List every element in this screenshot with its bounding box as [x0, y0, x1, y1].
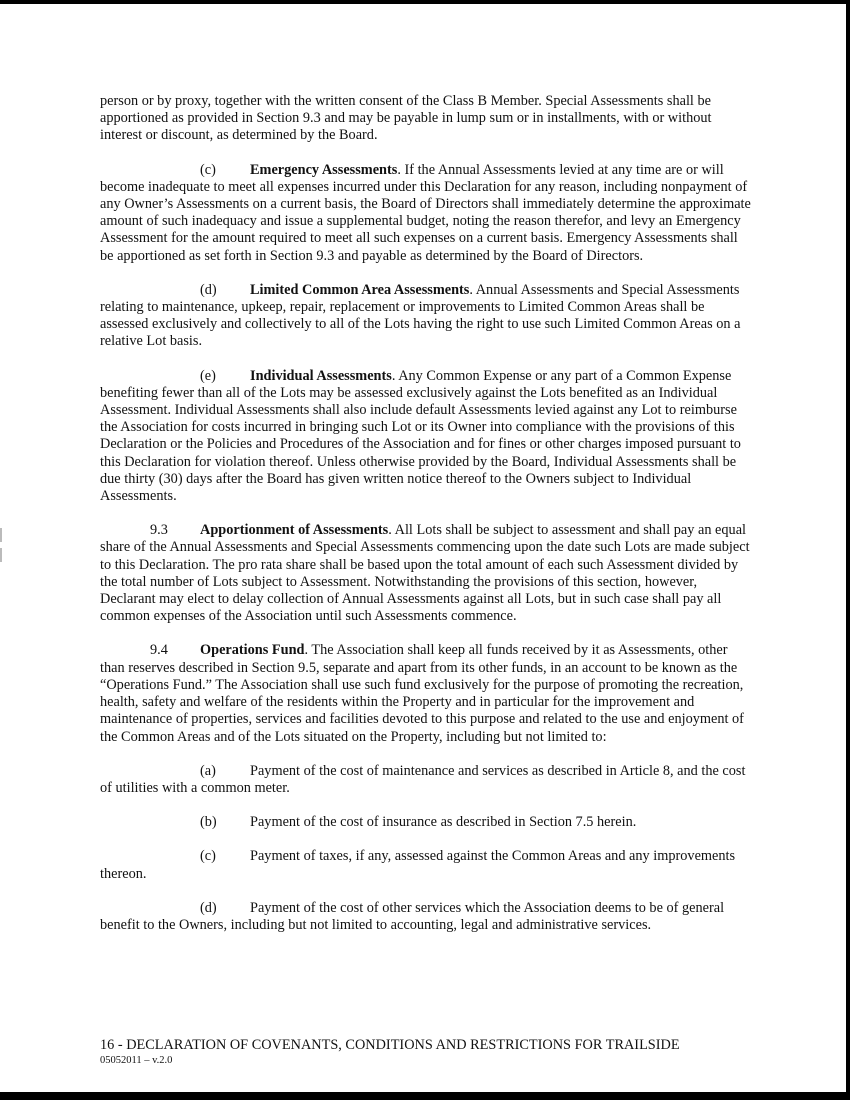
paragraph-marker: (c) [200, 161, 216, 178]
paragraph-marker: (b) [200, 814, 217, 831]
scan-border-bottom [0, 1092, 850, 1100]
section-heading: Operations Fund [200, 642, 305, 659]
paragraph-limited-common-area-assessments: (d) Limited Common Area Assessments. Annual Assessments and Special Assessments relating to maintenance, upkeep, repair, replacement or improvements to Limited Common Areas shall be assessed exclusively and collectively to all of the Lots having the right to use such Limited Common Areas on a relative Lot basis. [100, 281, 741, 350]
paragraph-emergency-assessments: (c) Emergency Assessments. If the Annual Assessments levied at any time are or will become inadequate to meet all expenses incurred under this Declaration for any reason, including nonpayment of any Owner’s Assessments on a current basis, the Board of Directors shall immediately determine the approximate amount of such inadequacy and issue a supplemental budget, noting the reason therefor, and levy an Emergency Assessment for the amount required to meet all such expenses on a current basis. Emergency Assessments shall be apportioned as set forth in Section 9.3 and payable as determined by the Board of Directors. [100, 161, 751, 264]
subparagraph-a [100, 763, 753, 797]
scan-mark [0, 528, 2, 542]
section-number: 9.3 [150, 522, 168, 539]
paragraph-heading: Limited Common Area Assessments [250, 281, 470, 298]
section-number: 9.4 [150, 642, 168, 659]
paragraph-text: Annual Assessments and Special Assessments relating to maintenance, upkeep, repair, replacement or improvements to Limited Common Areas shall be assessed exclusively and collectively to all of the Lots having the right to use such Limited Common Areas on a relative Lot basis. [100, 281, 741, 350]
paragraph-marker: (d) [200, 899, 217, 916]
page-footer [100, 1037, 800, 1067]
paragraph-text: Any Common Expense or any part of a Common Expense benefiting fewer than all of the Lots may be assessed exclusively against the Lots benefited as an Individual Assessment. Individual Assessments shall also include default Assessments levied against any Lot to reimburse the Association for costs incurred in bringing such Lot or its Owner into compliance with the provisions of this Declaration or the Policies and Procedures of the Association and for fines or other charges imposed pursuant to this Declaration for violation thereof. Unless otherwise provided by the Board, Individual Assessments shall be due thirty (30) days after the Board has given written notice thereof to the Owners subject to Individual Assessments. [100, 367, 741, 505]
footer-version: 05052011 – v.2.0 [100, 1055, 173, 1066]
paragraph-marker: (e) [200, 367, 216, 384]
paragraph-text: Payment of the cost of maintenance and services as described in Article 8, and the cost of utilities with a common meter. [100, 762, 746, 796]
section-9-3: 9.3 Apportionment of Assessments. All Lots shall be subject to assessment and shall pay an equal share of the Annual Assessments and Special Assessments commencing upon the date such Lots are made subject to this Declaration. The pro rata share shall be based upon the total amount of each such Assessment divided by the total number of Lots subject to Assessment. Notwithstanding the provisions of this section, however, Declarant may elect to delay collection of Annual Assessments against all Lots, but in such case shall pay all common expenses of the Association until such Assessments commence. [100, 522, 750, 625]
paragraph-marker: (a) [200, 762, 216, 779]
scan-border-top [0, 0, 850, 4]
paragraph-text: person or by proxy, together with the written consent of the Class B Member. Special Assessments shall be apportioned as provided in Section 9.3 and may be payable in lump sum or in installments, with or without interest or discount, as determined by the Board. [100, 93, 712, 144]
section-text: All Lots shall be subject to assessment and shall pay an equal share of the Annual Assessments and Special Assessments commencing upon the date such Lots are made subject to this Declaration. The pro rata share shall be based upon the total amount of each such Assessment divided by the total number of Lots subject to Assessment. Notwithstanding the provisions of this section, however, Declarant may elect to delay collection of Annual Assessments against all Lots, but in such case shall pay all common expenses of the Association until such Assessments commence. [100, 522, 750, 625]
section-heading: Apportionment of Assessments [200, 522, 389, 539]
paragraph-heading: Individual Assessments [250, 367, 392, 384]
scan-border-right [846, 0, 850, 1100]
section-text: The Association shall keep all funds received by it as Assessments, other than reserves described in Section 9.5, separate and apart from its other funds, in an account to be known as the “Operations Fund.” The Association shall use such fund exclusively for the purpose of promoting the recreation, health, safety and welfare of the residents within the Property and in particular for the improvement and maintenance of properties, services and facilities devoted to this purpose and related to the use and enjoyment of the Common Areas and of the Lots situated on the Property, including but not limited to: [100, 642, 744, 745]
paragraph-continuation [100, 93, 753, 145]
document-page [100, 93, 753, 951]
paragraph-heading: Emergency Assessments [250, 161, 398, 178]
footer-title: 16 - DECLARATION OF COVENANTS, CONDITIONS AND RESTRICTIONS FOR TRAILSIDE [100, 1037, 680, 1053]
paragraph-text: If the Annual Assessments levied at any time are or will become inadequate to meet all expenses incurred under this Declaration for any reason, including nonpayment of any Owner’s Assessments on a current basis, the Board of Directors shall immediately determine the approximate amount of such inadequacy and issue a supplemental budget, noting the reason therefor, and levy an Emergency Assessment for the amount required to meet all such expenses on a current basis. Emergency Assessments shall be apportioned as set forth in Section 9.3 and payable as determined by the Board of Directors. [100, 161, 751, 264]
scan-mark [0, 548, 2, 562]
subparagraph-b [100, 814, 753, 831]
paragraph-text: Payment of the cost of insurance as described in Section 7.5 herein. [250, 814, 637, 831]
paragraph-individual-assessments: (e) Individual Assessments. Any Common Expense or any part of a Common Expense benefiting fewer than all of the Lots may be assessed exclusively against the Lots benefited as an Individual Assessment. Individual Assessments shall also include default Assessments levied against any Lot to reimburse the Association for costs incurred in bringing such Lot or its Owner into compliance with the provisions of this Declaration or the Policies and Procedures of the Association and for fines or other charges imposed pursuant to this Declaration for violation thereof. Unless otherwise provided by the Board, Individual Assessments shall be due thirty (30) days after the Board has given written notice thereof to the Owners subject to Individual Assessments. [100, 367, 741, 505]
section-9-4: 9.4 Operations Fund. The Association shall keep all funds received by it as Assessments, other than reserves described in Section 9.5, separate and apart from its other funds, in an account to be known as the “Operations Fund.” The Association shall use such fund exclusively for the purpose of promoting the recreation, health, safety and welfare of the residents within the Property and in particular for the improvement and maintenance of properties, services and facilities devoted to this purpose and related to the use and enjoyment of the Common Areas and of the Lots situated on the Property, including but not limited to: [100, 642, 744, 745]
paragraph-text: Payment of the cost of other services which the Association deems to be of general benefit to the Owners, including but not limited to accounting, legal and administrative services. [100, 899, 725, 933]
paragraph-marker: (c) [200, 848, 216, 865]
subparagraph-c [100, 848, 753, 882]
subparagraph-d [100, 900, 753, 934]
paragraph-marker: (d) [200, 281, 217, 298]
paragraph-text: Payment of taxes, if any, assessed against the Common Areas and any improvements thereon. [100, 848, 736, 882]
